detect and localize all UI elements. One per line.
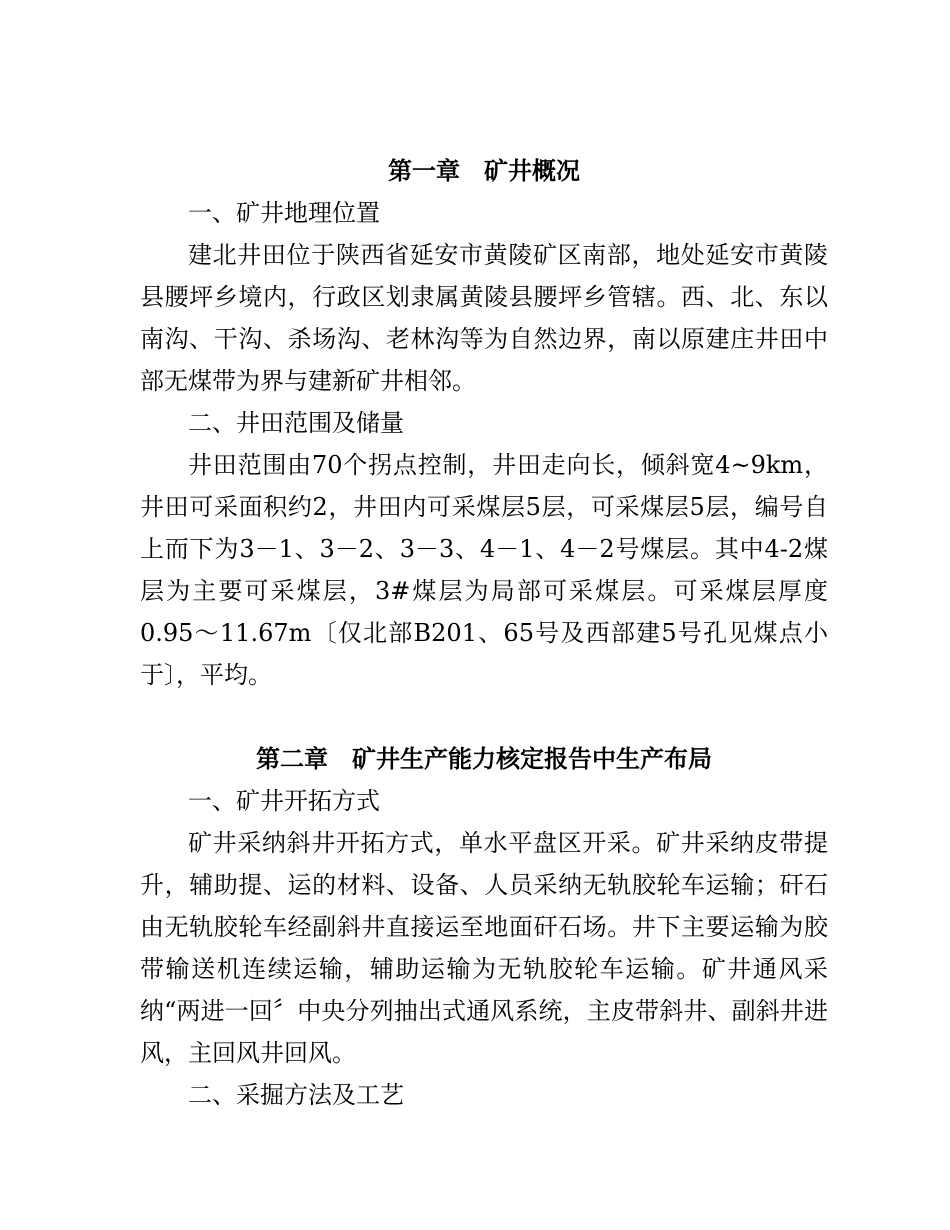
document-content xyxy=(140,150,828,1116)
chapter-2-section-1-heading: 一、矿井开拓方式 xyxy=(188,787,380,815)
chapter-1-section-2-body: 井田范围由70个拐点控制，井田走向长，倾斜宽4~9km，井田可采面积约2，井田内可采煤层5层，可采煤层5层，编号自上而下为3－1、3－2、3－3、4－1、4－2号煤层。其中4-2煤层为主要可采煤层，3#煤层为局部可采煤层。可采煤层厚度0.95～11.67m〔仅北部B201、65号及西部建5号孔见煤点小于〕，平均。 xyxy=(140,451,828,689)
chapter-2-section-1-body: 矿井采纳斜井开拓方式，单水平盘区开采。矿井采纳皮带提升，辅助提、运的材料、设备、人员采纳无轨胶轮车运输；矸石由无轨胶轮车经副斜井直接运至地面矸石场。井下主要运输为胶带输送机连续运输，辅助运输为无轨胶轮车运输。矿井通风采纳“两进一回〞中央分列抽出式通风系统，主皮带斜井、副斜井进风，主回风井回风。 xyxy=(140,829,828,1067)
chapter-1-section-1-body: 建北井田位于陕西省延安市黄陵矿区南部，地处延安市黄陵县腰坪乡境内，行政区划隶属黄陵县腰坪乡管辖。西、北、东以南沟、干沟、杀场沟、老林沟等为自然边界，南以原建庄井田中部无煤带为界与建新矿井相邻。 xyxy=(140,241,828,395)
chapter-1-section-2-heading: 二、井田范围及储量 xyxy=(188,409,404,437)
chapter-1-section-1-heading: 一、矿井地理位置 xyxy=(188,199,380,227)
chapter-2-section-2-heading: 二、采掘方法及工艺 xyxy=(188,1081,404,1109)
chapter-1-title: 第一章 矿井概况 xyxy=(388,156,580,185)
chapter-spacer xyxy=(140,696,828,738)
chapter-2-title: 第二章 矿井生产能力核定报告中生产布局 xyxy=(256,744,712,773)
